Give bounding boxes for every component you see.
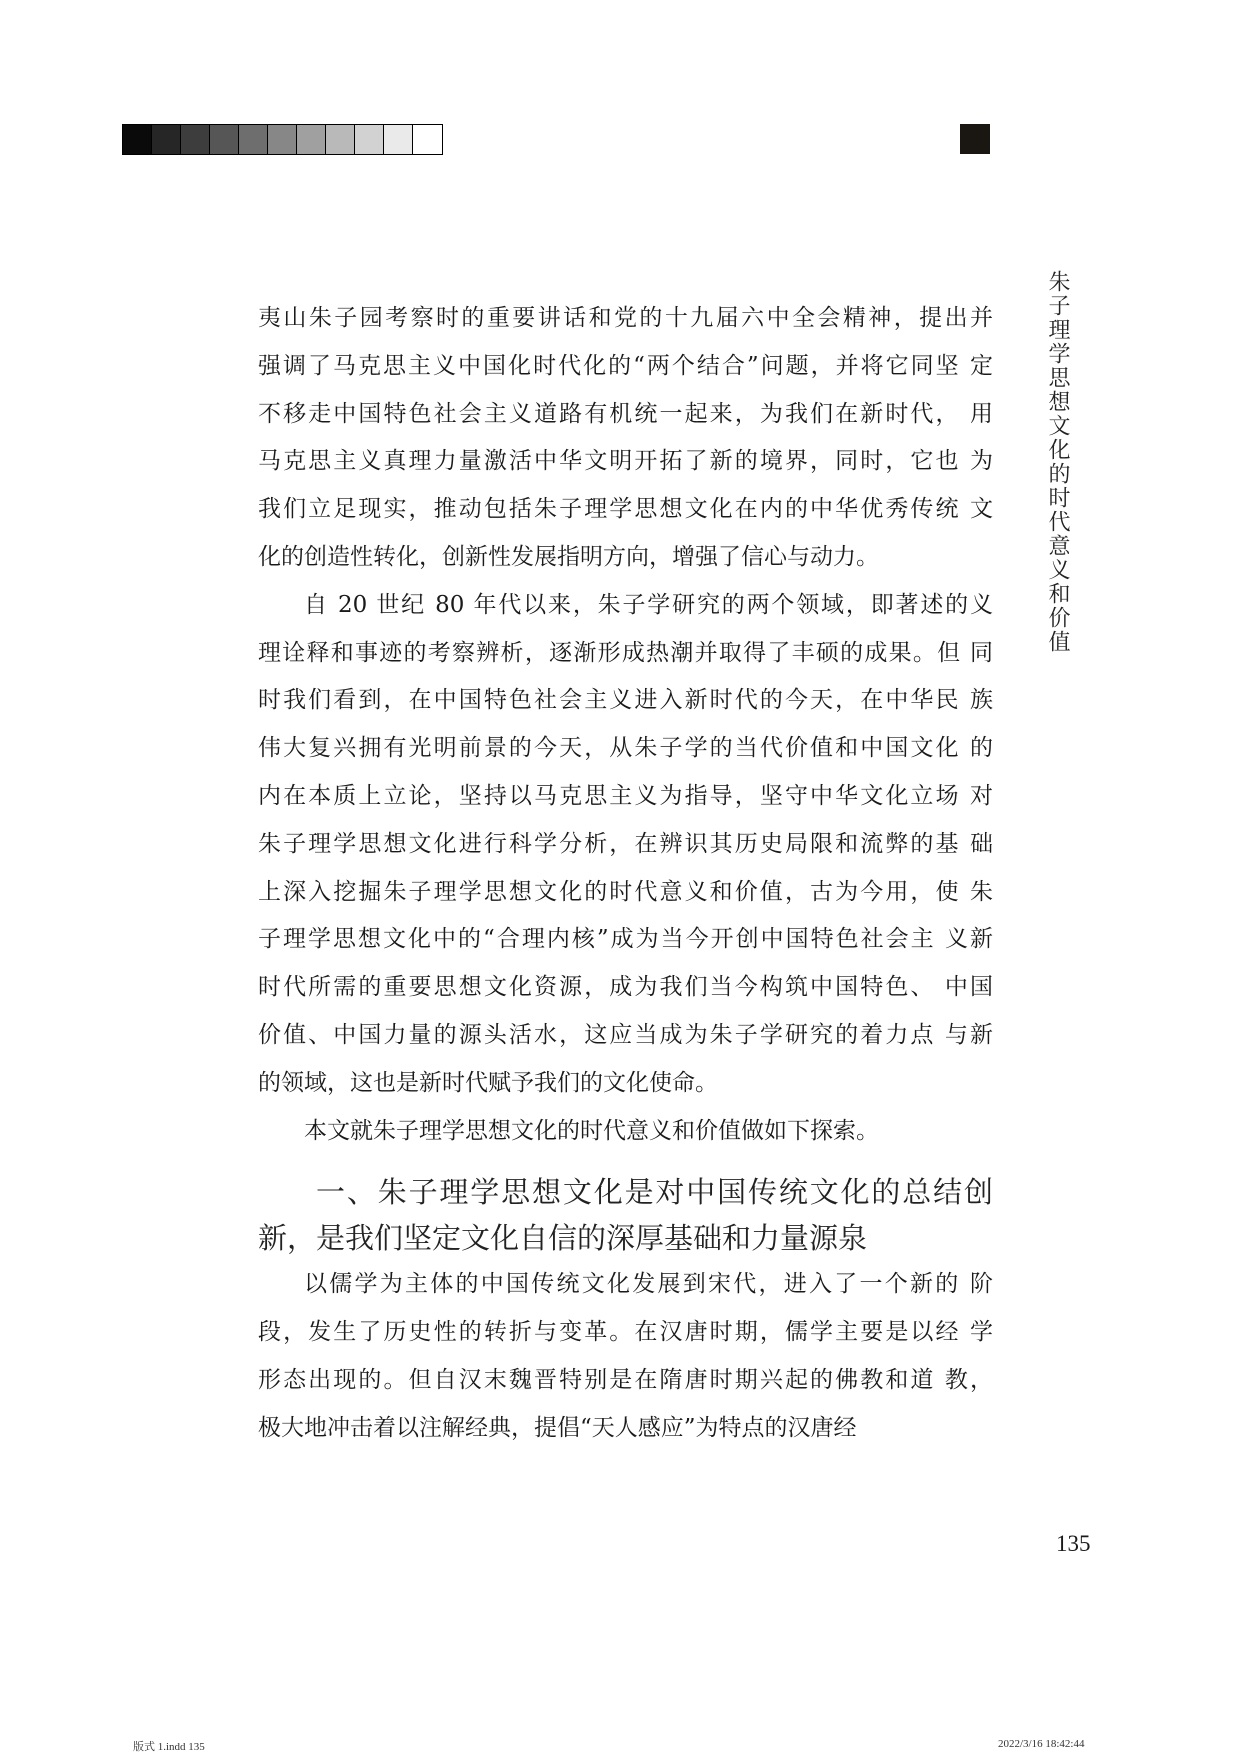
text-line: 马克思主义真理力量激活中华文明开拓了新的境界，同时，它也 为 — [258, 448, 993, 475]
text-line: 时代所需的重要思想文化资源，成为我们当今构筑中国特色、 中国 — [258, 974, 993, 1001]
gray-swatch — [384, 125, 413, 154]
gray-swatch — [326, 125, 355, 154]
gray-swatch — [268, 125, 297, 154]
text-line: 内在本质上立论，坚持以马克思主义为指导，坚守中华文化立场 对 — [258, 782, 993, 809]
gray-swatch — [152, 125, 181, 154]
text-line: 形态出现的。但自汉末魏晋特别是在隋唐时期兴起的佛教和道 教， — [258, 1366, 993, 1393]
page-number: 135 — [1056, 1531, 1091, 1556]
text-line: 时我们看到，在中国特色社会主义进入新时代的今天，在中华民 族 — [258, 687, 993, 714]
footer-file-name: 版式 1.indd 135 — [133, 1741, 205, 1753]
gray-swatch — [210, 125, 239, 154]
paragraph-4 — [258, 1261, 993, 1452]
heading-line: 一、朱子理学思想文化是对中国传统文化的总结创 — [316, 1175, 993, 1210]
gray-swatch — [181, 125, 210, 154]
running-head: 朱子理学思想文化的时代意义和价值 — [1045, 270, 1070, 654]
heading-line: 新，是我们坚定文化自信的深厚基础和力量源泉 — [258, 1221, 868, 1256]
text-line: 极大地冲击着以注解经典，提倡“天人感应”为特点的汉唐经 — [258, 1414, 857, 1441]
text-line: 不移走中国特色社会主义道路有机统一起来，为我们在新时代， 用 — [258, 400, 993, 427]
text-line: 段，发生了历史性的转折与变革。在汉唐时期，儒学主要是以经 学 — [258, 1319, 993, 1346]
gray-swatch — [355, 125, 384, 154]
text-line: 上深入挖掘朱子理学思想文化的时代意义和价值，古为今用，使 朱 — [258, 878, 993, 905]
text-line: 朱子理学思想文化进行科学分析，在辨识其历史局限和流弊的基 础 — [258, 830, 993, 857]
text-line: 伟大复兴拥有光明前景的今天，从朱子学的当代价值和中国文化 的 — [258, 735, 993, 762]
text-line: 自 20 世纪 80 年代以来，朱子学研究的两个领域，即著述的义 — [304, 591, 993, 618]
text-line: 理诠释和事迹的考察辨析，逐渐形成热潮并取得了丰硕的成果。但 同 — [258, 639, 993, 666]
text-line: 我们立足现实，推动包括朱子理学思想文化在内的中华优秀传统 文 — [258, 496, 993, 523]
gray-swatch — [413, 125, 442, 154]
gray-swatch — [123, 125, 152, 154]
body-text — [258, 295, 993, 1453]
text-line: 强调了马克思主义中国化时代化的“两个结合”问题，并将它同坚 定 — [258, 352, 993, 379]
registration-mark — [960, 124, 990, 154]
paragraph-1 — [258, 295, 993, 582]
text-line: 化的创造性转化，创新性发展指明方向，增强了信心与动力。 — [258, 543, 879, 570]
paragraph-3: 本文就朱子理学思想文化的时代意义和价值做如下探索。 — [304, 1117, 879, 1144]
text-line: 夷山朱子园考察时的重要讲话和党的十九届六中全会精神，提出并 — [258, 305, 993, 331]
text-line: 子理学思想文化中的“合理内核”成为当今开创中国特色社会主 义新 — [258, 926, 993, 953]
text-line: 以儒学为主体的中国传统文化发展到宋代，进入了一个新的 阶 — [304, 1271, 993, 1298]
footer-timestamp: 2022/3/16 18:42:44 — [998, 1738, 1085, 1750]
section-heading — [258, 1169, 993, 1261]
gray-swatch — [239, 125, 268, 154]
paragraph-2 — [258, 582, 993, 1108]
text-line: 价值、中国力量的源头活水，这应当成为朱子学研究的着力点 与新 — [258, 1021, 993, 1048]
gray-swatch — [297, 125, 326, 154]
grayscale-calibration-bar — [122, 124, 443, 155]
text-line: 的领域，这也是新时代赋予我们的文化使命。 — [258, 1069, 718, 1096]
